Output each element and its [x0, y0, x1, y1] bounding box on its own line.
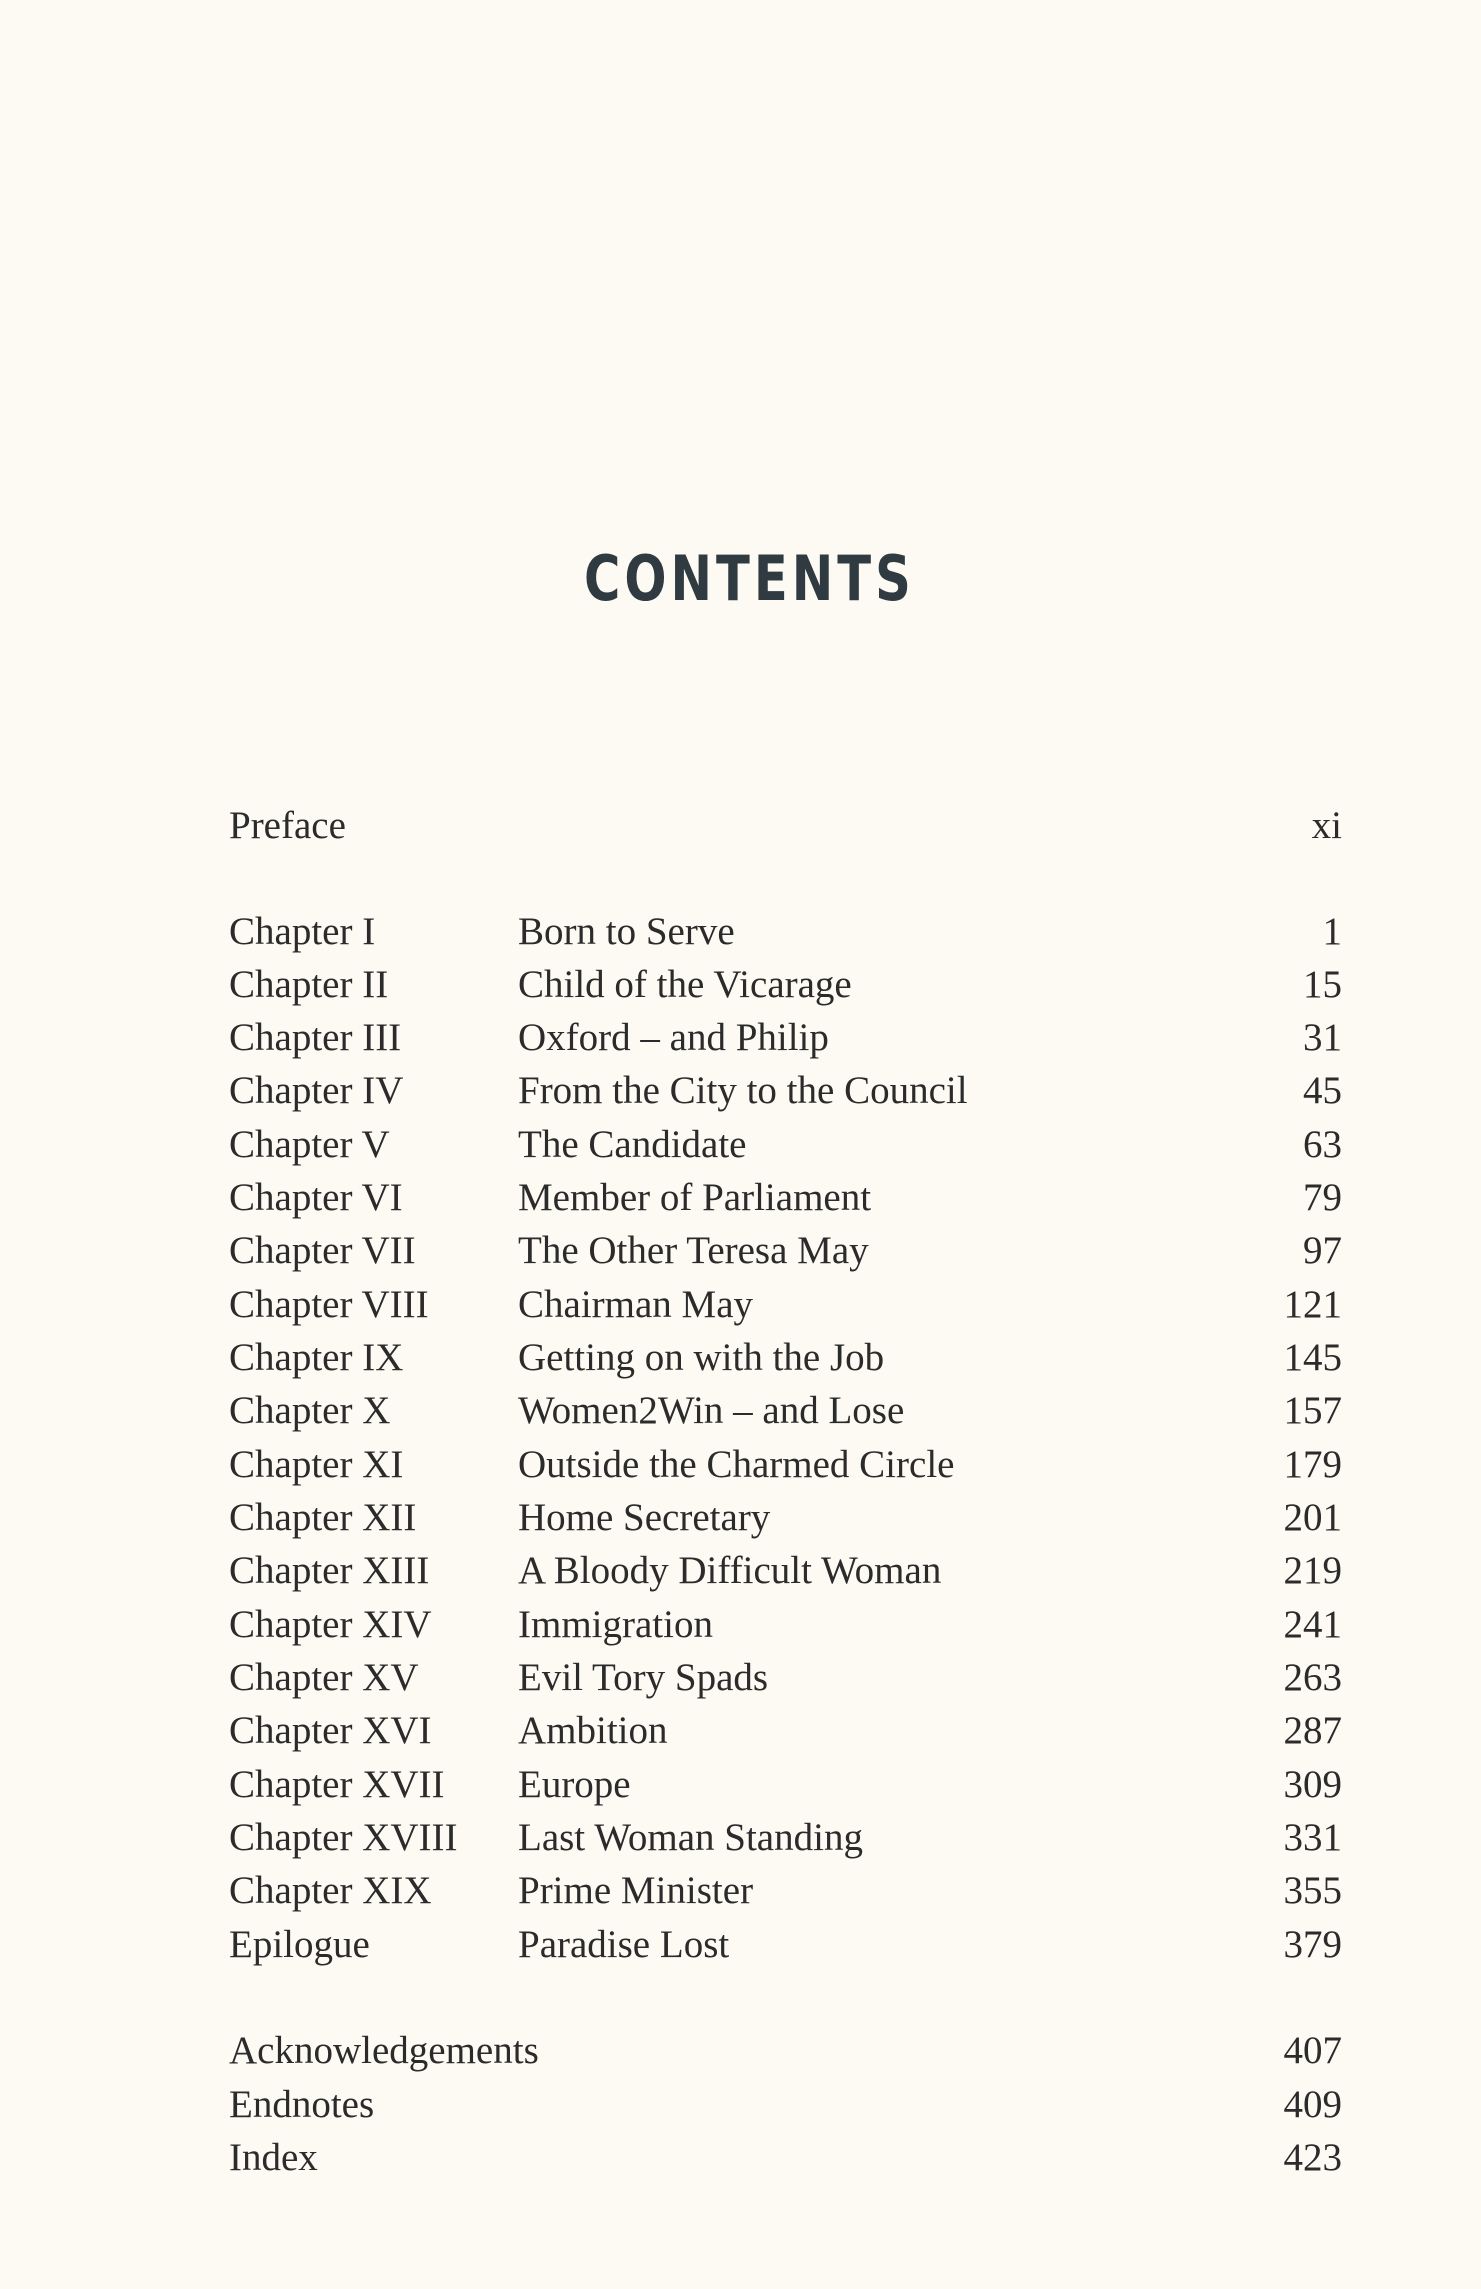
chapter-title: Oxford – and Philip [518, 1016, 829, 1059]
entry-label: Acknowledgements [229, 2029, 539, 2072]
entry-page: 121 [1283, 1283, 1342, 1326]
entry-page: 79 [1303, 1176, 1342, 1219]
chapter-title: The Candidate [518, 1123, 747, 1166]
chapter-number: Chapter VII [229, 1229, 416, 1272]
entry-page: 201 [1283, 1496, 1342, 1539]
entry-page: 63 [1303, 1123, 1342, 1166]
chapter-number: Chapter XIII [229, 1549, 430, 1592]
toc-entry-chapter[interactable] [229, 1438, 1342, 1492]
toc-entry-acknowledgements[interactable] [229, 2024, 1342, 2078]
toc-entry-preface[interactable] [229, 799, 1342, 853]
entry-page: 409 [1283, 2083, 1342, 2126]
toc-entry-chapter[interactable] [229, 1224, 1342, 1278]
chapter-title: Paradise Lost [518, 1923, 730, 1966]
toc-entry-chapter[interactable] [229, 1811, 1342, 1865]
chapter-title: Member of Parliament [518, 1176, 872, 1219]
entry-page: 331 [1283, 1816, 1342, 1859]
entry-page: 45 [1303, 1069, 1342, 1112]
chapter-number: Chapter II [229, 963, 389, 1006]
toc-entry-chapter[interactable] [229, 905, 1342, 959]
chapter-title: Ambition [518, 1709, 668, 1752]
chapter-number: Chapter VI [229, 1176, 403, 1219]
chapter-title: A Bloody Difficult Woman [518, 1549, 942, 1592]
toc-entry-chapter[interactable] [229, 1651, 1342, 1705]
chapter-title: Prime Minister [518, 1869, 754, 1912]
chapter-title: From the City to the Council [518, 1069, 968, 1112]
entry-label: Index [229, 2136, 318, 2179]
chapter-title: Child of the Vicarage [518, 963, 852, 1006]
entry-label: Endnotes [229, 2083, 375, 2126]
chapter-number: Chapter VIII [229, 1283, 429, 1326]
toc-entry-chapter[interactable] [229, 1064, 1342, 1118]
entry-page: 15 [1303, 963, 1342, 1006]
toc-entry-chapter[interactable] [229, 958, 1342, 1012]
chapter-number: Chapter XIV [229, 1603, 432, 1646]
entry-page: 407 [1283, 2029, 1342, 2072]
chapter-title: Outside the Charmed Circle [518, 1443, 955, 1486]
toc-entry-chapter[interactable] [229, 1704, 1342, 1758]
entry-page: 241 [1283, 1603, 1342, 1646]
chapter-number: Chapter XVII [229, 1763, 445, 1806]
chapter-number: Chapter XVIII [229, 1816, 458, 1859]
chapter-number: Epilogue [229, 1923, 370, 1966]
entry-page: 355 [1283, 1869, 1342, 1912]
chapter-title: Getting on with the Job [518, 1336, 885, 1379]
toc-entry-chapter[interactable] [229, 1331, 1342, 1385]
chapter-title: Born to Serve [518, 910, 735, 953]
entry-page: 31 [1303, 1016, 1342, 1059]
chapter-title: Chairman May [518, 1283, 754, 1326]
entry-page: 145 [1283, 1336, 1342, 1379]
chapter-title: Europe [518, 1763, 631, 1806]
chapter-title: The Other Teresa May [518, 1229, 869, 1272]
entry-page: 379 [1283, 1923, 1342, 1966]
chapter-number: Chapter IV [229, 1069, 404, 1112]
entry-page: 97 [1303, 1229, 1342, 1272]
entry-page: 287 [1283, 1709, 1342, 1752]
toc-entry-epilogue[interactable] [229, 1918, 1342, 1972]
entry-page: 423 [1283, 2136, 1342, 2179]
toc-entry-chapter[interactable] [229, 1491, 1342, 1545]
toc-entry-chapter[interactable] [229, 1598, 1342, 1652]
chapter-number: Chapter IX [229, 1336, 404, 1379]
toc-entry-chapter[interactable] [229, 1118, 1342, 1172]
page-title: CONTENTS [583, 542, 915, 615]
chapter-number: Chapter XIX [229, 1869, 432, 1912]
entry-page: xi [1311, 804, 1342, 847]
chapter-number: Chapter X [229, 1389, 391, 1432]
chapter-number: Chapter XII [229, 1496, 417, 1539]
entry-page: 219 [1283, 1549, 1342, 1592]
entry-page: 179 [1283, 1443, 1342, 1486]
chapter-title: Immigration [518, 1603, 713, 1646]
chapter-title: Last Woman Standing [518, 1816, 863, 1859]
chapter-number: Chapter XI [229, 1443, 404, 1486]
toc-entry-chapter[interactable] [229, 1011, 1342, 1065]
toc-entry-index[interactable] [229, 2131, 1342, 2185]
entry-page: 263 [1283, 1656, 1342, 1699]
chapter-number: Chapter I [229, 910, 376, 953]
entry-page: 1 [1322, 910, 1342, 953]
toc-entry-chapter[interactable] [229, 1864, 1342, 1918]
chapter-number: Chapter XV [229, 1656, 419, 1699]
chapter-title: Women2Win – and Lose [518, 1389, 905, 1432]
toc-entry-chapter[interactable] [229, 1544, 1342, 1598]
chapter-number: Chapter XVI [229, 1709, 432, 1752]
chapter-title: Evil Tory Spads [518, 1656, 769, 1699]
chapter-number: Chapter V [229, 1123, 390, 1166]
toc-entry-endnotes[interactable] [229, 2078, 1342, 2132]
entry-page: 157 [1283, 1389, 1342, 1432]
toc-entry-chapter[interactable] [229, 1758, 1342, 1812]
toc-entry-chapter[interactable] [229, 1171, 1342, 1225]
chapter-title: Home Secretary [518, 1496, 771, 1539]
chapter-number: Chapter III [229, 1016, 402, 1059]
toc-entry-chapter[interactable] [229, 1384, 1342, 1438]
entry-label: Preface [229, 804, 346, 847]
toc-entry-chapter[interactable] [229, 1278, 1342, 1332]
entry-page: 309 [1283, 1763, 1342, 1806]
